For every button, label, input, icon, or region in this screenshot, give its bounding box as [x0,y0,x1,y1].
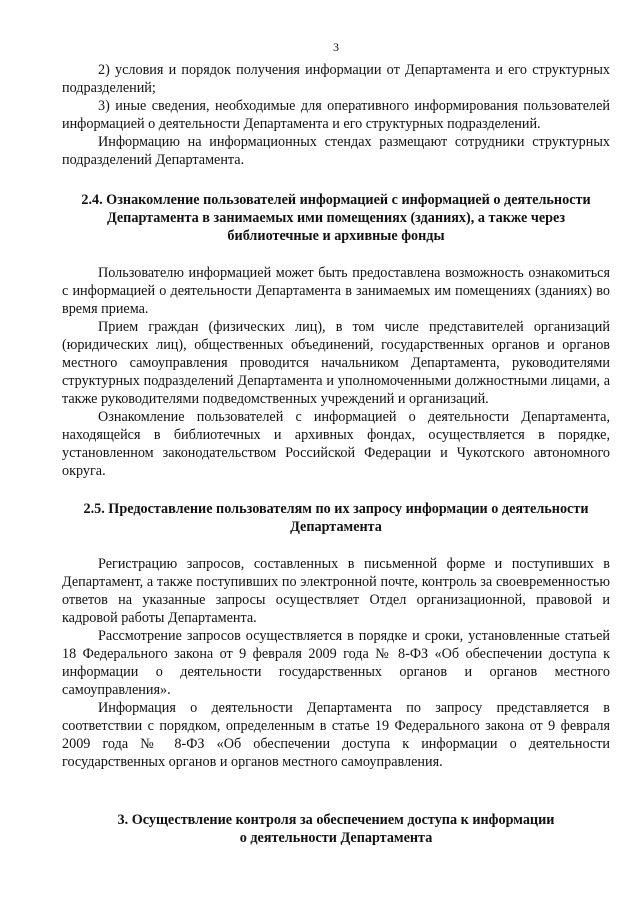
section-3-heading-line-2: о деятельности Департамента [239,830,433,846]
document-body [62,61,610,847]
section-2-5-paragraph-3: Информация о деятельности Департамента по запросу представляется в соответствии с порядком, определенным в статье 19 Федерального закона от 9 февраля 2009 года № 8-ФЗ «Об обеспечении доступа к информации о деятельности государственных органов и органов местного самоуправления. [62,700,610,770]
section-3-heading-line-1: 3. Осуществление контроля за обеспечением доступа к информации [117,812,555,828]
intro-paragraph-2: 3) иные сведения, необходимые для оперативного информирования пользователей информацией о деятельности Департамента и его структурных подразделений. [62,98,610,132]
page-number: 3 [333,40,339,54]
document-page [62,0,610,905]
section-2-4-heading: 2.4. Ознакомление пользователей информацией с информацией о деятельности Департамента в занимаемых ими помещениях (зданиях), а также через библиотечные и архивные фонды [81,192,591,244]
section-2-4-paragraph-1: Пользователю информацией может быть предоставлена возможность ознакомиться с информацией о деятельности Департамента в занимаемых им помещениях (зданиях) во время приема. [62,265,610,317]
section-2-4-paragraph-2: Прием граждан (физических лиц), в том числе представителей организаций (юридических лиц), общественных объединений, государственных органов и органов местного самоуправления проводится начальником Департамента, руководителями структурных подразделений Департамента и уполномоченными должностными лицами, а также руководителями подведомственных учреждений и организаций. [62,319,610,407]
section-2-5-heading: 2.5. Предоставление пользователям по их запросу информации о деятельности Департамента [83,501,589,535]
intro-paragraph-3: Информацию на информационных стендах размещают сотрудники структурных подразделений Департамента. [62,134,610,168]
section-2-5-paragraph-2: Рассмотрение запросов осуществляется в порядке и сроки, установленные статьей 18 Федерального закона от 9 февраля 2009 года № 8-ФЗ «Об обеспечении доступа к информации о деятельности государственных органов и органов местного самоуправления». [62,628,610,698]
intro-paragraph-1: 2) условия и порядок получения информации от Департамента и его структурных подразделений; [62,62,610,96]
section-2-5-paragraph-1: Регистрацию запросов, составленных в письменной форме и поступивших в Департамент, а также поступивших по электронной почте, контроль за своевременностью ответов на указанные запросы осуществляет Отдел организационной, правовой и кадровой работы Департамента. [62,556,610,626]
section-3-heading [62,811,610,847]
section-2-4-paragraph-3: Ознакомление пользователей с информацией о деятельности Департамента, находящейся в библиотечных и архивных фондах, осуществляется в порядке, установленном законодательством Российской Федерации и Чукотского автономного округа. [62,409,610,479]
